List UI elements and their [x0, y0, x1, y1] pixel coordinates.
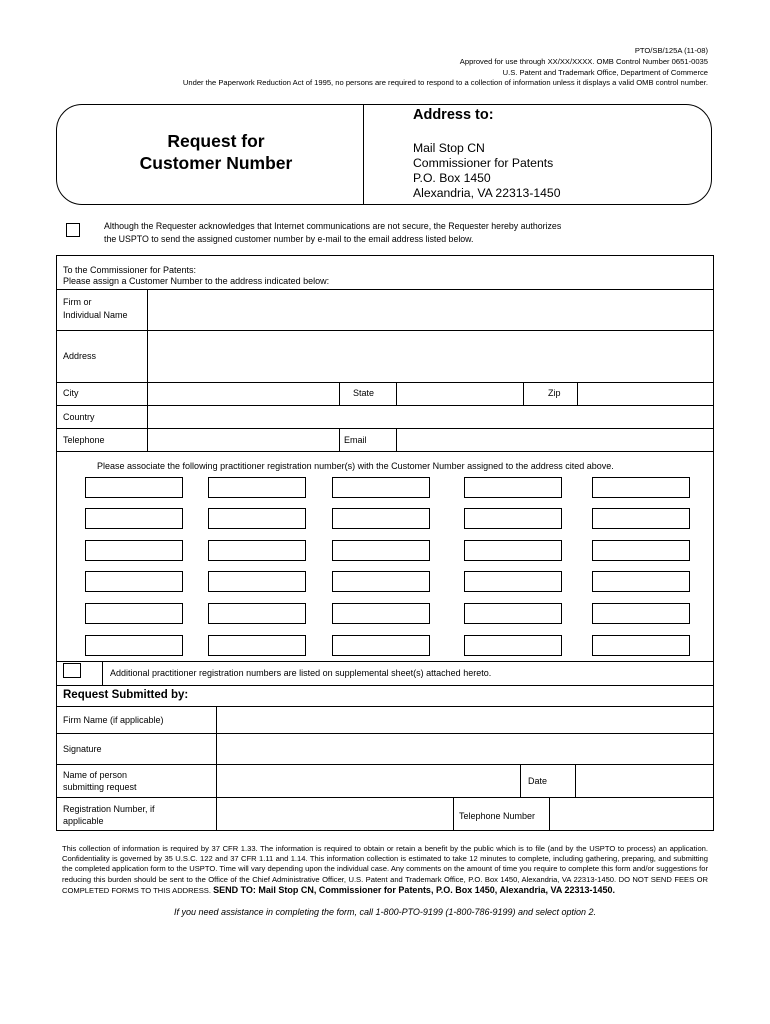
omb-approval: Approved for use through XX/XX/XXXX. OMB Control Number 0651-0035: [459, 57, 708, 66]
form-title-line2: Customer Number: [139, 153, 293, 173]
form-title-line1: Request for: [167, 131, 265, 151]
city-label: City: [63, 388, 79, 398]
registration-number-input[interactable]: [208, 571, 306, 592]
registration-number-input[interactable]: [332, 571, 430, 592]
column-divider: [147, 289, 148, 451]
firm-name-label: Firm Name (if applicable): [63, 715, 164, 725]
registration-number-input[interactable]: [592, 635, 690, 656]
email-authorization-line2: the USPTO to send the assigned customer number by e-mail to the email address listed below.: [104, 233, 474, 244]
email-label: Email: [344, 435, 367, 445]
additional-numbers-text: Additional practitioner registration numbers are listed on supplemental sheet(s) attached hereto.: [110, 668, 492, 678]
row-divider: [57, 706, 713, 707]
zip-field[interactable]: [579, 384, 711, 404]
column-divider: [102, 661, 103, 685]
paperwork-notice: Under the Paperwork Reduction Act of 1995, no persons are required to respond to a collection of information unless it displays a valid OMB control number.: [182, 78, 708, 87]
registration-number-input[interactable]: [332, 635, 430, 656]
firm-name-field[interactable]: [149, 291, 711, 329]
submitter-name-field[interactable]: [218, 766, 518, 796]
email-authorization-line1: Although the Requester acknowledges that Internet communications are not secure, the Requester hereby authorizes: [104, 221, 562, 231]
intro-line2: Please assign a Customer Number to the address indicated below:: [63, 276, 330, 286]
submitter-telephone-field[interactable]: [551, 799, 711, 830]
registration-number-input[interactable]: [208, 540, 306, 561]
submitter-name-label-line2: submitting request: [63, 782, 137, 792]
registration-number-input[interactable]: [85, 603, 183, 624]
column-divider: [523, 382, 524, 405]
signature-label: Signature: [63, 744, 102, 754]
email-field[interactable]: [398, 430, 711, 450]
address-field[interactable]: [149, 332, 711, 381]
registration-label-line1: Registration Number, if: [63, 804, 155, 814]
row-divider: [57, 661, 713, 662]
address-line: Mail Stop CN: [413, 141, 485, 155]
form-number: PTO/SB/125A (11-08): [634, 46, 708, 55]
address-line: Alexandria, VA 22313-1450: [413, 186, 561, 200]
registration-number-field[interactable]: [218, 799, 451, 830]
email-authorization-checkbox[interactable]: [66, 223, 80, 237]
registration-number-input[interactable]: [592, 603, 690, 624]
row-divider: [57, 330, 713, 331]
registration-number-input[interactable]: [85, 508, 183, 529]
registration-number-input[interactable]: [332, 508, 430, 529]
telephone-label: Telephone: [63, 435, 105, 445]
row-divider: [57, 764, 713, 765]
form-title: [70, 130, 362, 174]
column-divider: [575, 764, 576, 797]
registration-number-input[interactable]: [592, 540, 690, 561]
column-divider: [520, 764, 521, 797]
zip-label: Zip: [548, 388, 561, 398]
request-form: [56, 255, 714, 831]
row-divider: [57, 733, 713, 734]
practitioner-instruction: Please associate the following practitioner registration number(s) with the Customer Number assigned to the address cited above.: [97, 461, 614, 471]
registration-number-input[interactable]: [464, 571, 562, 592]
row-divider: [57, 428, 713, 429]
city-field[interactable]: [149, 384, 337, 404]
address-label: Address: [63, 351, 97, 361]
address-to-heading: Address to:: [413, 107, 494, 123]
row-divider: [57, 382, 713, 383]
send-to-address: SEND TO: Mail Stop CN, Commissioner for Patents, P.O. Box 1450, Alexandria, VA 22313-1450.: [213, 884, 616, 895]
country-label: Country: [63, 412, 95, 422]
submitted-by-heading: Request Submitted by:: [63, 689, 189, 701]
email-authorization-text: [104, 220, 714, 245]
title-divider: [363, 105, 364, 204]
firm-label-line1: Firm or: [63, 297, 92, 307]
column-divider: [577, 382, 578, 405]
registration-number-input[interactable]: [332, 477, 430, 498]
registration-number-input[interactable]: [592, 571, 690, 592]
burden-statement: [62, 844, 708, 896]
submitter-name-label-line1: Name of person: [63, 770, 128, 780]
state-label: State: [353, 388, 375, 398]
registration-number-input[interactable]: [464, 603, 562, 624]
registration-number-input[interactable]: [85, 477, 183, 498]
agency-name: U.S. Patent and Trademark Office, Department of Commerce: [502, 68, 708, 77]
submitter-firm-field[interactable]: [218, 708, 711, 732]
row-divider: [57, 797, 713, 798]
signature-field[interactable]: [218, 735, 711, 763]
row-divider: [57, 451, 713, 452]
registration-number-input[interactable]: [208, 508, 306, 529]
registration-number-input[interactable]: [208, 635, 306, 656]
column-divider: [549, 797, 550, 831]
column-divider: [216, 706, 217, 831]
state-field[interactable]: [398, 384, 521, 404]
address-line: Commissioner for Patents: [413, 156, 554, 170]
registration-number-input[interactable]: [85, 571, 183, 592]
registration-number-input[interactable]: [208, 603, 306, 624]
intro-line1: To the Commissioner for Patents:: [63, 265, 197, 275]
registration-label-line2: applicable: [63, 816, 104, 826]
row-divider: [57, 289, 713, 290]
column-divider: [396, 382, 397, 405]
row-divider: [57, 685, 713, 686]
column-divider: [339, 428, 340, 451]
burden-text: This collection of information is required by 37 CFR 1.33. The information is required to obtain or retain a benefit by the public which is to file (and by the USPTO to process) an application. Confidentiality is governed by 35 U.S.C. 122 and 37 CFR 1.11 and 1.14. This information collection is estimated to take 12 minutes to complete, including gathering, preparing, and submitting the completed application form to the USPTO. Time will vary depending upon the individual case. Any comments on the amount of time you require to complete this form and/or suggestions for reducing this burden should be sent to the Office of the Chief Administrative Officer, U.S. Patent and Trademark Office, P.O. Box 1450, Alexandria, VA 22313-1450. DO NOT SEND FEES OR COMPLETED FORMS TO THIS ADDRESS.: [62, 844, 708, 895]
registration-number-input[interactable]: [464, 508, 562, 529]
registration-number-input[interactable]: [85, 540, 183, 561]
assistance-note: If you need assistance in completing the form, call 1-800-PTO-9199 (1-800-786-9199) and select option 2.: [173, 907, 597, 917]
date-label: Date: [528, 776, 548, 786]
submitter-telephone-label: Telephone Number: [459, 811, 536, 821]
column-divider: [339, 382, 340, 405]
address-line: P.O. Box 1450: [413, 171, 491, 185]
registration-number-input[interactable]: [464, 540, 562, 561]
registration-number-input[interactable]: [592, 477, 690, 498]
registration-number-input[interactable]: [208, 477, 306, 498]
telephone-field[interactable]: [149, 430, 337, 450]
registration-number-input[interactable]: [332, 603, 430, 624]
date-field[interactable]: [577, 766, 711, 796]
country-field[interactable]: [149, 407, 711, 427]
registration-number-input[interactable]: [332, 540, 430, 561]
registration-number-input[interactable]: [464, 635, 562, 656]
column-divider: [396, 428, 397, 451]
registration-number-input[interactable]: [592, 508, 690, 529]
registration-number-input[interactable]: [464, 477, 562, 498]
row-divider: [57, 405, 713, 406]
firm-label-line2: Individual Name: [63, 310, 128, 320]
additional-numbers-checkbox[interactable]: [63, 663, 81, 678]
column-divider: [453, 797, 454, 831]
registration-number-input[interactable]: [85, 635, 183, 656]
